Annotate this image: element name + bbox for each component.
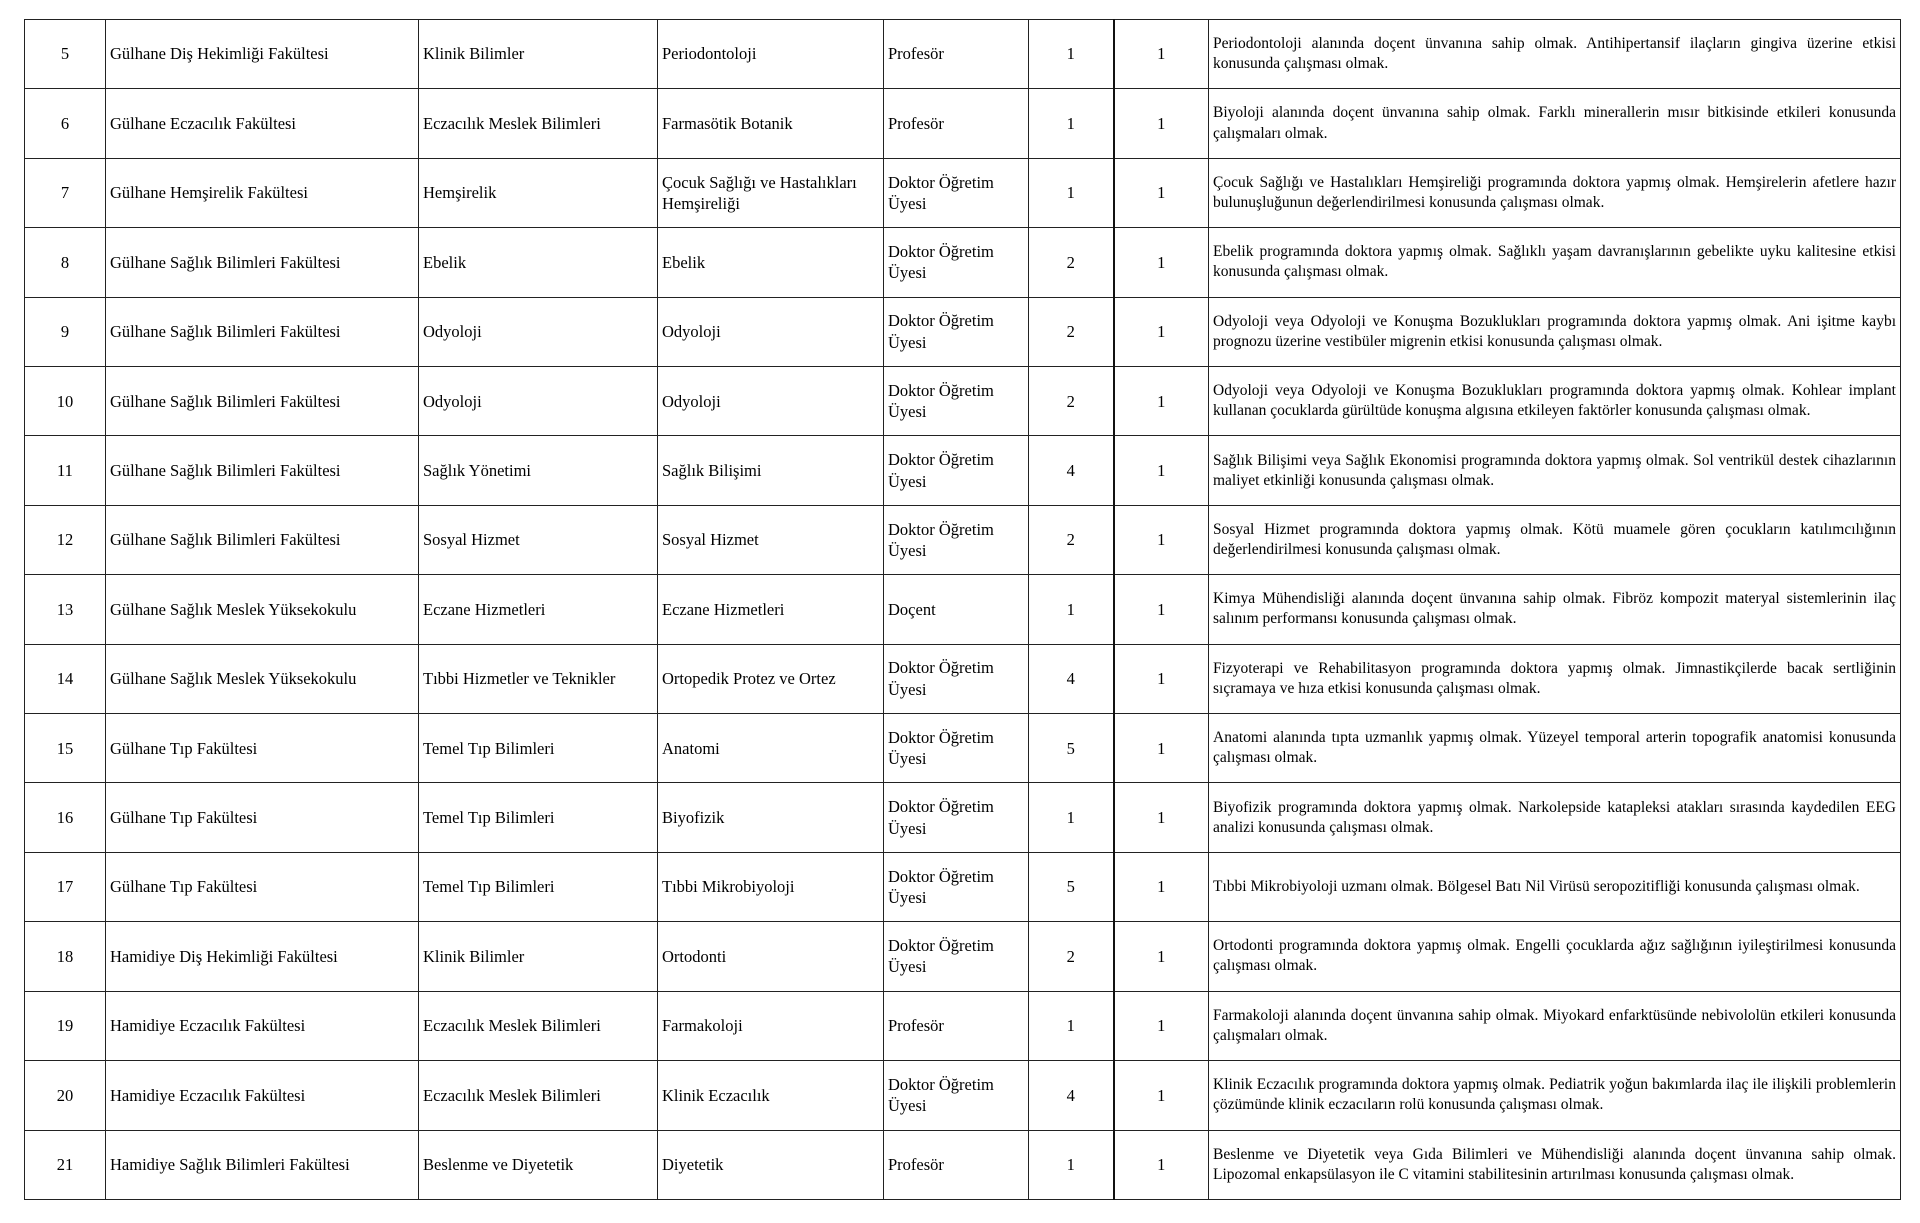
- title-cell: Doktor Öğretim Üyesi: [884, 158, 1029, 227]
- title-cell: Doktor Öğretim Üyesi: [884, 922, 1029, 991]
- subfield-cell: Ebelik: [658, 228, 884, 297]
- subfield-cell: Ortopedik Protez ve Ortez: [658, 644, 884, 713]
- count-cell: 1: [1114, 714, 1209, 783]
- title-cell: Doktor Öğretim Üyesi: [884, 297, 1029, 366]
- conditions-cell: Çocuk Sağlığı ve Hastalıkları Hemşireliği programında doktora yapmış olmak. Hemşirelerin afetlere hazır bulunuşluğunun değerlendirilmesi konusunda çalışması olmak.: [1209, 158, 1901, 227]
- faculty-cell: Gülhane Hemşirelik Fakültesi: [106, 158, 419, 227]
- degree-cell: 1: [1029, 89, 1114, 158]
- degree-cell: 1: [1029, 783, 1114, 852]
- faculty-cell: Hamidiye Diş Hekimliği Fakültesi: [106, 922, 419, 991]
- degree-cell: 2: [1029, 367, 1114, 436]
- title-cell: Doktor Öğretim Üyesi: [884, 852, 1029, 921]
- degree-cell: 1: [1029, 575, 1114, 644]
- conditions-cell: Odyoloji veya Odyoloji ve Konuşma Bozuklukları programında doktora yapmış olmak. Kohlear implant kullanan çocuklarda gürültüde konuşma algısına etkileyen faktörler konusunda çalışması olmak.: [1209, 367, 1901, 436]
- faculty-cell: Gülhane Tıp Fakültesi: [106, 783, 419, 852]
- conditions-cell: Tıbbi Mikrobiyoloji uzmanı olmak. Bölgesel Batı Nil Virüsü seropozitifliği konusunda çalışması olmak.: [1209, 852, 1901, 921]
- department-cell: Eczane Hizmetleri: [419, 575, 658, 644]
- count-cell: 1: [1114, 20, 1209, 89]
- table-row: [25, 1130, 1901, 1200]
- count-cell: 1: [1114, 783, 1209, 852]
- row-number: 15: [25, 714, 106, 783]
- conditions-cell: Ortodonti programında doktora yapmış olmak. Engelli çocuklarda ağız sağlığının iyileştirilmesi konusunda çalışması olmak.: [1209, 922, 1901, 991]
- count-cell: 1: [1114, 89, 1209, 158]
- count-cell: 1: [1114, 367, 1209, 436]
- department-cell: Tıbbi Hizmetler ve Teknikler: [419, 644, 658, 713]
- conditions-cell: Odyoloji veya Odyoloji ve Konuşma Bozuklukları programında doktora yapmış olmak. Ani işitme kaybı prognozu üzerine vestibüler migrenin etkisi konusunda çalışması olmak.: [1209, 297, 1901, 366]
- conditions-cell: Biyofizik programında doktora yapmış olmak. Narkolepside katapleksi atakları sırasında kaydedilen EEG analizi konusunda çalışması olmak.: [1209, 783, 1901, 852]
- subfield-cell: Ortodonti: [658, 922, 884, 991]
- row-number: 21: [25, 1130, 106, 1200]
- faculty-cell: Hamidiye Eczacılık Fakültesi: [106, 1061, 419, 1130]
- row-number: 8: [25, 228, 106, 297]
- count-cell: 1: [1114, 852, 1209, 921]
- table-row: [25, 367, 1901, 436]
- department-cell: Beslenme ve Diyetetik: [419, 1130, 658, 1200]
- table-row: [25, 783, 1901, 852]
- table-row: [25, 158, 1901, 227]
- department-cell: Temel Tıp Bilimleri: [419, 714, 658, 783]
- row-number: 12: [25, 505, 106, 574]
- row-number: 13: [25, 575, 106, 644]
- title-cell: Doktor Öğretim Üyesi: [884, 1061, 1029, 1130]
- subfield-cell: Odyoloji: [658, 297, 884, 366]
- conditions-cell: Sosyal Hizmet programında doktora yapmış olmak. Kötü muamele gören çocukların katılımcılığının değerlendirilmesi konusunda çalışması olmak.: [1209, 505, 1901, 574]
- subfield-cell: Biyofizik: [658, 783, 884, 852]
- title-cell: Profesör: [884, 1130, 1029, 1200]
- faculty-cell: Gülhane Sağlık Bilimleri Fakültesi: [106, 228, 419, 297]
- count-cell: 1: [1114, 644, 1209, 713]
- title-cell: Doktor Öğretim Üyesi: [884, 644, 1029, 713]
- row-number: 14: [25, 644, 106, 713]
- faculty-cell: Gülhane Sağlık Bilimleri Fakültesi: [106, 436, 419, 505]
- table-row: [25, 505, 1901, 574]
- table-row: [25, 852, 1901, 921]
- title-cell: Doktor Öğretim Üyesi: [884, 436, 1029, 505]
- department-cell: Sağlık Yönetimi: [419, 436, 658, 505]
- faculty-cell: Gülhane Tıp Fakültesi: [106, 714, 419, 783]
- degree-cell: 5: [1029, 852, 1114, 921]
- department-cell: Eczacılık Meslek Bilimleri: [419, 89, 658, 158]
- title-cell: Doktor Öğretim Üyesi: [884, 367, 1029, 436]
- row-number: 7: [25, 158, 106, 227]
- degree-cell: 2: [1029, 922, 1114, 991]
- degree-cell: 4: [1029, 436, 1114, 505]
- degree-cell: 4: [1029, 644, 1114, 713]
- subfield-cell: Odyoloji: [658, 367, 884, 436]
- count-cell: 1: [1114, 991, 1209, 1060]
- conditions-cell: Fizyoterapi ve Rehabilitasyon programında doktora yapmış olmak. Jimnastikçilerde bacak sertliğinin sıçramaya ve hıza etkisi konusunda çalışması olmak.: [1209, 644, 1901, 713]
- faculty-cell: Gülhane Diş Hekimliği Fakültesi: [106, 20, 419, 89]
- subfield-cell: Diyetetik: [658, 1130, 884, 1200]
- title-cell: Doktor Öğretim Üyesi: [884, 714, 1029, 783]
- subfield-cell: Anatomi: [658, 714, 884, 783]
- department-cell: Ebelik: [419, 228, 658, 297]
- degree-cell: 1: [1029, 158, 1114, 227]
- faculty-cell: Hamidiye Sağlık Bilimleri Fakültesi: [106, 1130, 419, 1200]
- faculty-cell: Hamidiye Eczacılık Fakültesi: [106, 991, 419, 1060]
- row-number: 18: [25, 922, 106, 991]
- title-cell: Doktor Öğretim Üyesi: [884, 783, 1029, 852]
- count-cell: 1: [1114, 575, 1209, 644]
- row-number: 16: [25, 783, 106, 852]
- subfield-cell: Sağlık Bilişimi: [658, 436, 884, 505]
- subfield-cell: Sosyal Hizmet: [658, 505, 884, 574]
- table-body: [25, 20, 1901, 1200]
- table-row: [25, 1061, 1901, 1130]
- count-cell: 1: [1114, 1061, 1209, 1130]
- table-row: [25, 297, 1901, 366]
- title-cell: Profesör: [884, 89, 1029, 158]
- faculty-cell: Gülhane Sağlık Meslek Yüksekokulu: [106, 644, 419, 713]
- subfield-cell: Eczane Hizmetleri: [658, 575, 884, 644]
- row-number: 5: [25, 20, 106, 89]
- row-number: 9: [25, 297, 106, 366]
- count-cell: 1: [1114, 922, 1209, 991]
- count-cell: 1: [1114, 505, 1209, 574]
- degree-cell: 2: [1029, 297, 1114, 366]
- count-cell: 1: [1114, 1130, 1209, 1200]
- table-row: [25, 644, 1901, 713]
- position-table: [24, 19, 1901, 1200]
- faculty-cell: Gülhane Eczacılık Fakültesi: [106, 89, 419, 158]
- conditions-cell: Ebelik programında doktora yapmış olmak. Sağlıklı yaşam davranışlarının gebelikte uyku kalitesine etkisi konusunda çalışması olmak.: [1209, 228, 1901, 297]
- title-cell: Doçent: [884, 575, 1029, 644]
- degree-cell: 2: [1029, 505, 1114, 574]
- subfield-cell: Periodontoloji: [658, 20, 884, 89]
- subfield-cell: Farmasötik Botanik: [658, 89, 884, 158]
- conditions-cell: Biyoloji alanında doçent ünvanına sahip olmak. Farklı minerallerin mısır bitkisinde etkileri konusunda çalışmaları olmak.: [1209, 89, 1901, 158]
- table-row: [25, 89, 1901, 158]
- row-number: 17: [25, 852, 106, 921]
- table-row: [25, 922, 1901, 991]
- faculty-cell: Gülhane Sağlık Meslek Yüksekokulu: [106, 575, 419, 644]
- faculty-cell: Gülhane Tıp Fakültesi: [106, 852, 419, 921]
- table-row: [25, 575, 1901, 644]
- degree-cell: 1: [1029, 991, 1114, 1060]
- department-cell: Klinik Bilimler: [419, 20, 658, 89]
- degree-cell: 1: [1029, 1130, 1114, 1200]
- conditions-cell: Beslenme ve Diyetetik veya Gıda Bilimleri ve Mühendisliği alanında doçent ünvanına sahip olmak. Lipozomal enkapsülasyon ile C vitamini stabilitesinin artırılması konusunda çalışması olmak.: [1209, 1130, 1901, 1200]
- department-cell: Temel Tıp Bilimleri: [419, 852, 658, 921]
- table-row: [25, 228, 1901, 297]
- row-number: 6: [25, 89, 106, 158]
- title-cell: Doktor Öğretim Üyesi: [884, 505, 1029, 574]
- department-cell: Sosyal Hizmet: [419, 505, 658, 574]
- faculty-cell: Gülhane Sağlık Bilimleri Fakültesi: [106, 297, 419, 366]
- department-cell: Eczacılık Meslek Bilimleri: [419, 1061, 658, 1130]
- count-cell: 1: [1114, 436, 1209, 505]
- row-number: 19: [25, 991, 106, 1060]
- degree-cell: 1: [1029, 20, 1114, 89]
- conditions-cell: Sağlık Bilişimi veya Sağlık Ekonomisi programında doktora yapmış olmak. Sol ventrikül destek cihazlarının maliyet etkinliği konusunda çalışması olmak.: [1209, 436, 1901, 505]
- conditions-cell: Kimya Mühendisliği alanında doçent ünvanına sahip olmak. Fibröz kompozit materyal sistemlerinin ilaç salınım performansı konusunda çalışması olmak.: [1209, 575, 1901, 644]
- department-cell: Eczacılık Meslek Bilimleri: [419, 991, 658, 1060]
- department-cell: Odyoloji: [419, 367, 658, 436]
- count-cell: 1: [1114, 228, 1209, 297]
- conditions-cell: Periodontoloji alanında doçent ünvanına sahip olmak. Antihipertansif ilaçların gingiva üzerine etkisi konusunda çalışması olmak.: [1209, 20, 1901, 89]
- subfield-cell: Çocuk Sağlığı ve Hastalıkları Hemşireliği: [658, 158, 884, 227]
- department-cell: Klinik Bilimler: [419, 922, 658, 991]
- subfield-cell: Tıbbi Mikrobiyoloji: [658, 852, 884, 921]
- title-cell: Profesör: [884, 991, 1029, 1060]
- table-row: [25, 436, 1901, 505]
- degree-cell: 2: [1029, 228, 1114, 297]
- faculty-cell: Gülhane Sağlık Bilimleri Fakültesi: [106, 505, 419, 574]
- degree-cell: 5: [1029, 714, 1114, 783]
- faculty-cell: Gülhane Sağlık Bilimleri Fakültesi: [106, 367, 419, 436]
- conditions-cell: Farmakoloji alanında doçent ünvanına sahip olmak. Miyokard enfarktüsünde nebivololün etkileri konusunda çalışmaları olmak.: [1209, 991, 1901, 1060]
- table-row: [25, 991, 1901, 1060]
- row-number: 10: [25, 367, 106, 436]
- title-cell: Doktor Öğretim Üyesi: [884, 228, 1029, 297]
- conditions-cell: Klinik Eczacılık programında doktora yapmış olmak. Pediatrik yoğun bakımlarda ilaç ile ilişkili problemlerin çözümünde klinik eczacıların rolü konusunda çalışması olmak.: [1209, 1061, 1901, 1130]
- department-cell: Temel Tıp Bilimleri: [419, 783, 658, 852]
- row-number: 11: [25, 436, 106, 505]
- table-row: [25, 20, 1901, 89]
- conditions-cell: Anatomi alanında tıpta uzmanlık yapmış olmak. Yüzeyel temporal arterin topografik anatomisi konusunda çalışması olmak.: [1209, 714, 1901, 783]
- subfield-cell: Klinik Eczacılık: [658, 1061, 884, 1130]
- count-cell: 1: [1114, 158, 1209, 227]
- subfield-cell: Farmakoloji: [658, 991, 884, 1060]
- title-cell: Profesör: [884, 20, 1029, 89]
- row-number: 20: [25, 1061, 106, 1130]
- degree-cell: 4: [1029, 1061, 1114, 1130]
- count-cell: 1: [1114, 297, 1209, 366]
- department-cell: Odyoloji: [419, 297, 658, 366]
- department-cell: Hemşirelik: [419, 158, 658, 227]
- table-row: [25, 714, 1901, 783]
